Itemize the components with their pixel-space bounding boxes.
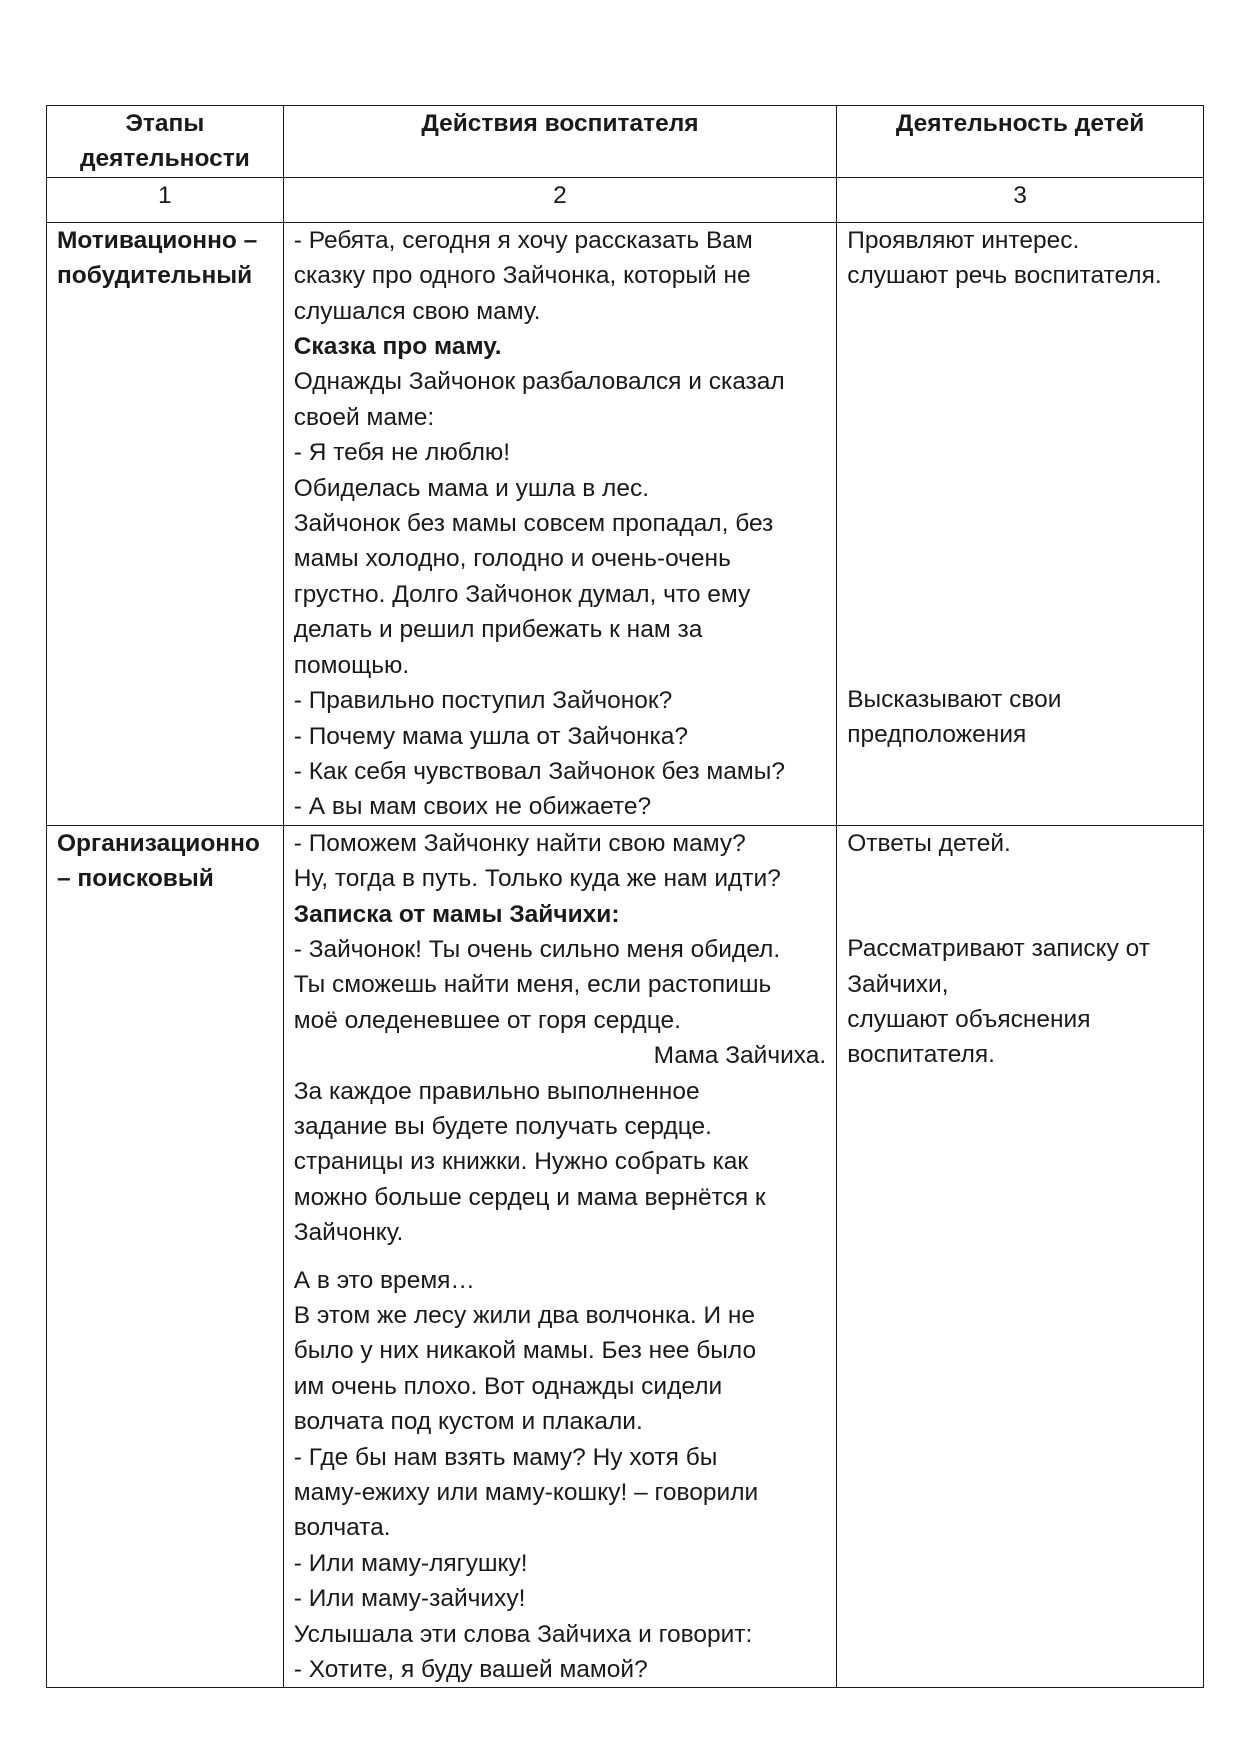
lesson-plan-table xyxy=(46,105,1204,1688)
note-title: Записка от мамы Зайчихи: xyxy=(293,900,620,928)
stage-row-search xyxy=(47,825,1204,1688)
teacher-actions-cell: - Поможем Зайчонку найти свою маму? Ну, тогда в путь. Только куда же нам идти? Записка от мамы Зайчихи: - Зайчонок! Ты очень сильно меня обидел. Ты сможешь найти меня, если растопишь моё оледеневшее от горя сердце. Мама Зайчиха. За каждое правильно выполненное задание вы будете получать сердце. страницы из книжки. Нужно собрать как можно больше сердец и мама вернётся к Зайчонку. А в это время… В этом же лесу жили два волчонка. И не было у них никакой мамы. Без нее было им очень плохо. Вот однажды сидели волчата под кустом и плакали. - Где бы нам взять маму? Ну хотя бы маму-ежиху или маму-кошку! – говорили волчата. - Или маму-лягушку! - Или маму-зайчиху! Услышала эти слова Зайчиха и говорит: - Хотите, я буду вашей мамой? xyxy=(283,825,836,1688)
column-number: 2 xyxy=(283,177,836,222)
children-activity-cell: Проявляют интерес. слушают речь воспитателя. Высказывают свои предположения xyxy=(837,222,1204,825)
header-teacher-actions: Действия воспитателя xyxy=(283,106,836,178)
stage-name: Организационно – поисковый xyxy=(47,825,284,1688)
children-activity-cell: Ответы детей. Рассматривают записку от Зайчихи, слушают объяснения воспитателя. xyxy=(837,825,1204,1688)
teacher-actions-cell: - Ребята, сегодня я хочу рассказать Вам сказку про одного Зайчонка, который не слушался свою маму. Сказка про маму. Однажды Зайчонок разбаловался и сказал своей маме: - Я тебя не люблю! Обиделась мама и ушла в лес. Зайчонок без мамы совсем пропадал, без мамы холодно, голодно и очень-очень грустно. Долго Зайчонок думал, что ему делать и решил прибежать к нам за помощью. - Правильно поступил Зайчонок? - Почему мама ушла от Зайчонка? - Как себя чувствовал Зайчонок без мамы? - А вы мам своих не обижаете? xyxy=(283,222,836,825)
stage-name: Мотивационно – побудительный xyxy=(47,222,284,825)
column-numbers-row xyxy=(47,177,1204,222)
column-number: 1 xyxy=(47,177,284,222)
fairy-tale-title: Сказка про маму. xyxy=(293,333,502,361)
header-children-activity: Деятельность детей xyxy=(837,106,1204,178)
note-signature: Мама Зайчиха. xyxy=(653,1042,827,1070)
header-stages: Этапы деятельности xyxy=(47,106,284,178)
column-number: 3 xyxy=(837,177,1204,222)
stage-row-motivation xyxy=(47,222,1204,825)
header-row xyxy=(47,106,1204,178)
